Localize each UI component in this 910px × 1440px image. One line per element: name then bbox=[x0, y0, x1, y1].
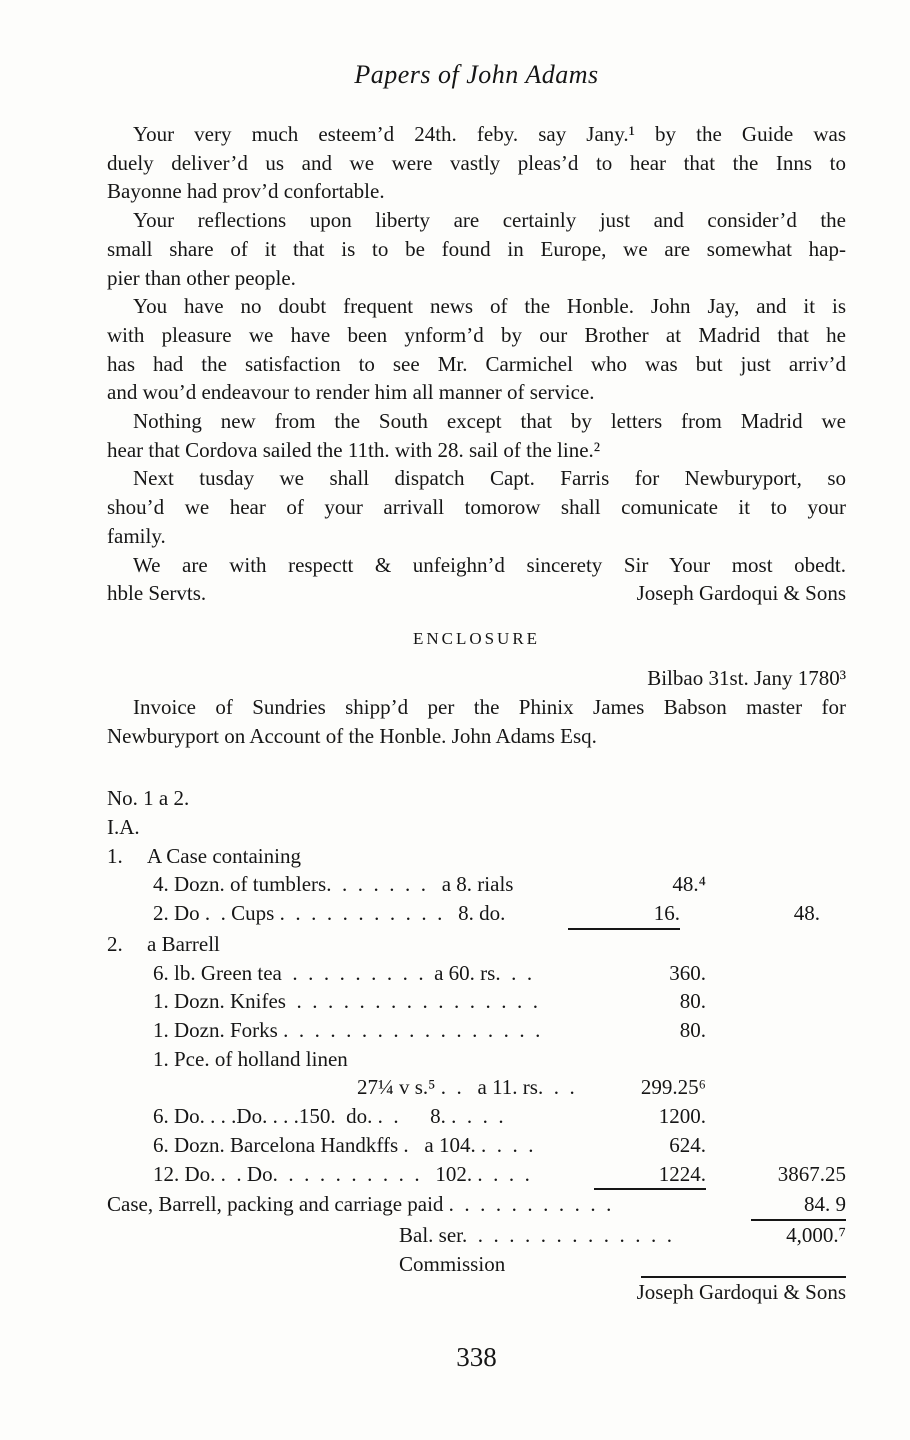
invoice-amount-inner bbox=[594, 784, 706, 813]
invoice-amount-inner bbox=[594, 842, 706, 871]
invoice-item-description: 6. Dozn. Barcelona Handkffs . a 104. . . . . bbox=[153, 1132, 534, 1157]
invoice-amount-outer bbox=[706, 959, 846, 988]
invoice-amount-outer bbox=[706, 1045, 846, 1074]
invoice-row bbox=[107, 959, 846, 988]
invoice-item-description: 6. lb. Green tea . . . . . . . . . a 60. rs. . . bbox=[153, 960, 533, 985]
invoice-amount-inner: 1224. bbox=[594, 1160, 706, 1191]
invoice-amount-outer bbox=[706, 1102, 846, 1131]
invoice-row bbox=[107, 987, 846, 1016]
invoice-amount-outer: 48. bbox=[793, 901, 820, 926]
invoice-row bbox=[107, 784, 846, 813]
letter-line: has had the satisfaction to see Mr. Carmichel who was but just arriv’d bbox=[107, 351, 846, 376]
letter-line: family. bbox=[107, 523, 166, 548]
invoice-amount-outer bbox=[706, 842, 846, 871]
letter-line: You have no doubt frequent news of the Honble. John Jay, and it is bbox=[133, 294, 846, 319]
letter-line: Bayonne had prov’d confortable. bbox=[107, 179, 385, 204]
letter-line: We are with respectt & unfeighn’d sincerety Sir Your most obedt. bbox=[133, 552, 846, 577]
invoice-row bbox=[107, 899, 846, 930]
invoice-item-description: 1. Dozn. Forks . . . . . . . . . . . . . . . . . bbox=[153, 1017, 541, 1042]
letter-closing-left: hble Servts. bbox=[107, 581, 207, 606]
letter-line: pier than other people. bbox=[107, 265, 296, 290]
letter-line: shou’d we hear of your arrivall tomorow shall comunicate it to your bbox=[107, 495, 846, 520]
letter-paragraph bbox=[107, 407, 846, 464]
invoice-row bbox=[107, 1073, 846, 1102]
letter-line: duely deliver’d us and we were vastly pleas’d to hear that the Inns to bbox=[107, 150, 846, 175]
invoice-amount-inner: 1200. bbox=[658, 1104, 706, 1129]
invoice-item-description: I.A. bbox=[107, 815, 140, 840]
letter-line: small share of it that is to be found in Europe, we are somewhat hap- bbox=[107, 236, 846, 261]
invoice-amount-inner: 299.25⁶ bbox=[640, 1075, 706, 1100]
letter-line: hear that Cordova sailed the 11th. with 28. sail of the line.² bbox=[107, 437, 601, 462]
invoice-amount-outer bbox=[706, 1073, 846, 1102]
letter-paragraph bbox=[107, 206, 846, 292]
invoice-row bbox=[107, 1016, 846, 1045]
running-head: Papers of John Adams bbox=[354, 60, 599, 89]
invoice-amount-inner bbox=[594, 1221, 706, 1250]
invoice-item-description: 1. Pce. of holland linen bbox=[153, 1046, 348, 1071]
invoice-item-description: 2. Do . . Cups . . . . . . . . . . . 8. do. bbox=[153, 901, 506, 926]
letter-paragraph bbox=[107, 120, 846, 206]
invoice-row bbox=[107, 870, 846, 899]
invoice-row bbox=[107, 1160, 846, 1191]
invoice-amount-outer bbox=[706, 1131, 846, 1160]
invoice-item-number: 2. bbox=[107, 931, 123, 956]
letter-signature: Joseph Gardoqui & Sons bbox=[636, 581, 846, 606]
invoice-item-description: Case, Barrell, packing and carriage paid . . . . . . . . . . . bbox=[107, 1192, 612, 1217]
letter-line: and wou’d endeavour to render him all manner of service. bbox=[107, 380, 595, 405]
letter-paragraph bbox=[107, 464, 846, 550]
invoice-amount-inner: 360. bbox=[669, 960, 706, 985]
invoice-item-description: 12. Do. . . Do. . . . . . . . . . 102. . . . . bbox=[153, 1161, 530, 1186]
invoice-intro bbox=[107, 693, 846, 750]
invoice-table bbox=[107, 784, 846, 1278]
invoice-row bbox=[107, 842, 846, 871]
enclosure-dateline: Bilbao 31st. Jany 1780³ bbox=[647, 665, 846, 690]
letter-paragraph bbox=[107, 292, 846, 407]
invoice-item-number: 1. bbox=[107, 843, 123, 868]
invoice-amount-outer bbox=[641, 1250, 846, 1279]
invoice-intro-line: Newburyport on Account of the Honble. John Adams Esq. bbox=[107, 723, 597, 748]
invoice-amount-inner: 80. bbox=[679, 989, 706, 1014]
invoice-item-description: 1. Dozn. Knifes . . . . . . . . . . . . . . . . bbox=[153, 989, 538, 1014]
invoice-item-description: 4. Dozn. of tumblers. . . . . . . a 8. rials bbox=[153, 872, 514, 897]
invoice-amount-inner: 48.⁴ bbox=[672, 872, 706, 897]
page-number: 338 bbox=[456, 1342, 497, 1373]
invoice-amount-inner bbox=[639, 1190, 751, 1221]
invoice-row bbox=[107, 930, 846, 959]
invoice-amount-outer bbox=[706, 930, 846, 959]
invoice-signature: Joseph Gardoqui & Sons bbox=[636, 1280, 846, 1305]
invoice-amount-outer bbox=[706, 784, 846, 813]
invoice-amount-outer: 3867.25 bbox=[777, 1161, 846, 1186]
letter-line: Next tusday we shall dispatch Capt. Farris for Newburyport, so bbox=[133, 466, 846, 491]
invoice-amount-inner bbox=[594, 1045, 706, 1074]
invoice-row bbox=[107, 1045, 846, 1074]
invoice-row bbox=[107, 1102, 846, 1131]
invoice-amount-outer: 84. 9 bbox=[751, 1190, 846, 1221]
invoice-amount-inner: 624. bbox=[669, 1132, 706, 1157]
invoice-item-description: 1. A Case containing bbox=[107, 842, 594, 871]
letter-paragraph bbox=[107, 551, 846, 580]
letter-line: Your reflections upon liberty are certainly just and consider’d the bbox=[133, 208, 846, 233]
invoice-amount-inner: 16. bbox=[568, 899, 680, 930]
invoice-row bbox=[107, 813, 846, 842]
invoice-row bbox=[107, 1131, 846, 1160]
letter-paragraphs bbox=[107, 120, 846, 579]
invoice-row bbox=[107, 1250, 846, 1279]
invoice-amount-outer: 4,000.⁷ bbox=[786, 1222, 846, 1247]
invoice-amount-outer bbox=[706, 1016, 846, 1045]
invoice-row bbox=[107, 1190, 846, 1221]
invoice-intro-line: Invoice of Sundries shipp’d per the Phinix James Babson master for bbox=[133, 694, 846, 719]
invoice-amount-inner bbox=[594, 813, 706, 842]
invoice-item-description: 6. Do. . . .Do. . . .150. do. . . 8. . . . . bbox=[153, 1104, 504, 1129]
letter-line: Your very much esteem’d 24th. feby. say Jany.¹ by the Guide was bbox=[133, 122, 846, 146]
invoice-item-description: Commission bbox=[399, 1251, 506, 1276]
invoice-amount-inner bbox=[594, 930, 706, 959]
invoice-row bbox=[107, 1221, 846, 1250]
invoice-item-description: No. 1 a 2. bbox=[107, 786, 190, 811]
invoice-item-description: Bal. ser. . . . . . . . . . . . . . bbox=[399, 1222, 672, 1247]
invoice-item-description: 27¼ v s.⁵ . . a 11. rs. . . bbox=[357, 1075, 575, 1100]
letter-closing-row bbox=[107, 579, 846, 608]
letter-body bbox=[107, 120, 846, 608]
invoice-item-description: 2. a Barrell bbox=[107, 930, 594, 959]
invoice-amount-outer bbox=[706, 987, 846, 1016]
enclosure-heading: ENCLOSURE bbox=[412, 628, 541, 648]
letter-line: Nothing new from the South except that by letters from Madrid we bbox=[133, 409, 846, 434]
invoice-amount-outer bbox=[706, 870, 846, 899]
invoice-amount-inner: 80. bbox=[679, 1017, 706, 1042]
invoice-amount-outer bbox=[706, 813, 846, 842]
letter-line: with pleasure we have been ynform’d by our Brother at Madrid that he bbox=[107, 322, 846, 347]
